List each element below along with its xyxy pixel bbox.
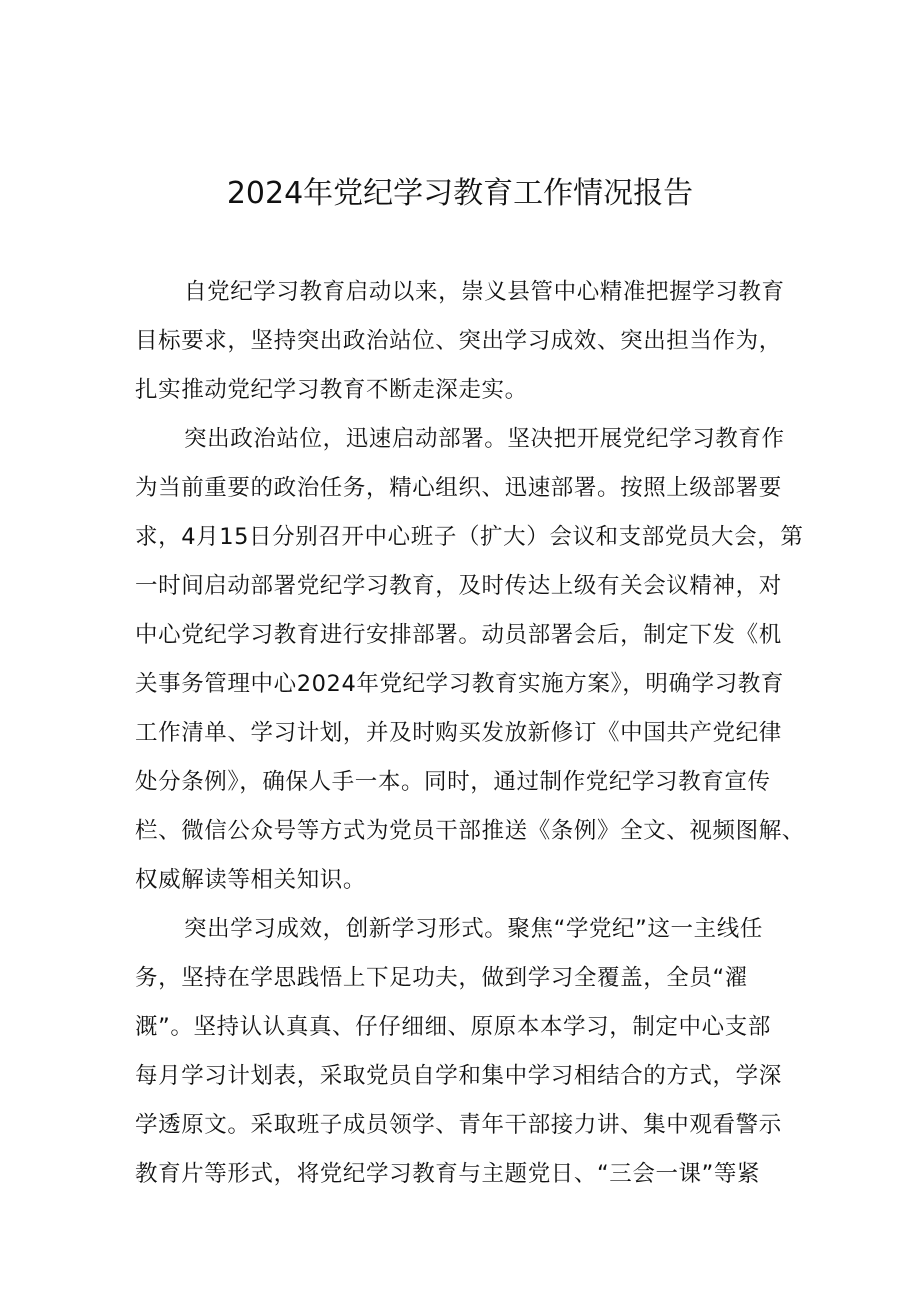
paragraph-3-line-3: 溉”。坚持认认真真、仔仔细细、原原本本学习，制定中心支部	[135, 1014, 771, 1040]
paragraph-2-line-1: 突出政治站位，迅速启动部署。坚决把开展党纪学习教育作	[184, 426, 785, 452]
paragraph-2-line-9: 栏、微信公众号等方式为党员干部推送《条例》全文、视频图解、	[135, 818, 805, 844]
paragraph-3-line-1: 突出学习成效，创新学习形式。聚焦“学党纪”这一主线任	[184, 916, 763, 942]
paragraph-2-line-4: 一时间启动部署党纪学习教育，及时传达上级有关会议精神，对	[135, 573, 782, 599]
paragraph-1-line-3: 扎实推动党纪学习教育不断走深走实。	[135, 377, 528, 403]
paragraph-2-line-10: 权威解读等相关知识。	[135, 867, 367, 893]
paragraph-1-line-2: 目标要求，坚持突出政治站位、突出学习成效、突出担当作为，	[135, 328, 782, 354]
paragraph-2-line-6: 关事务管理中心2024年党纪学习教育实施方案》，明确学习教育	[135, 671, 785, 697]
paragraph-3-line-5: 学透原文。采取班子成员领学、青年干部接力讲、集中观看警示	[135, 1112, 782, 1138]
paragraph-3-line-4: 每月学习计划表，采取党员自学和集中学习相结合的方式，学深	[135, 1063, 782, 1089]
document-title: 2024年党纪学习教育工作情况报告	[226, 176, 694, 211]
paragraph-2-line-2: 为当前重要的政治任务，精心组织、迅速部署。按照上级部署要	[135, 475, 782, 501]
paragraph-1-line-1: 自党纪学习教育启动以来，崇义县管中心精准把握学习教育	[184, 279, 785, 305]
paragraph-2-line-5: 中心党纪学习教育进行安排部署。动员部署会后，制定下发《机	[135, 622, 782, 648]
paragraph-3-line-6: 教育片等形式，将党纪学习教育与主题党日、“三会一课”等紧	[135, 1161, 761, 1187]
paragraph-3-line-2: 务，坚持在学思践悟上下足功夫，做到学习全覆盖，全员“濯	[135, 965, 748, 991]
paragraph-2-line-3: 求，4月15日分别召开中心班子（扩大）会议和支部党员大会，第	[135, 524, 804, 550]
paragraph-2-line-7: 工作清单、学习计划，并及时购买发放新修订《中国共产党纪律	[135, 720, 782, 746]
paragraph-2-line-8: 处分条例》，确保人手一本。同时，通过制作党纪学习教育宣传	[135, 769, 771, 795]
